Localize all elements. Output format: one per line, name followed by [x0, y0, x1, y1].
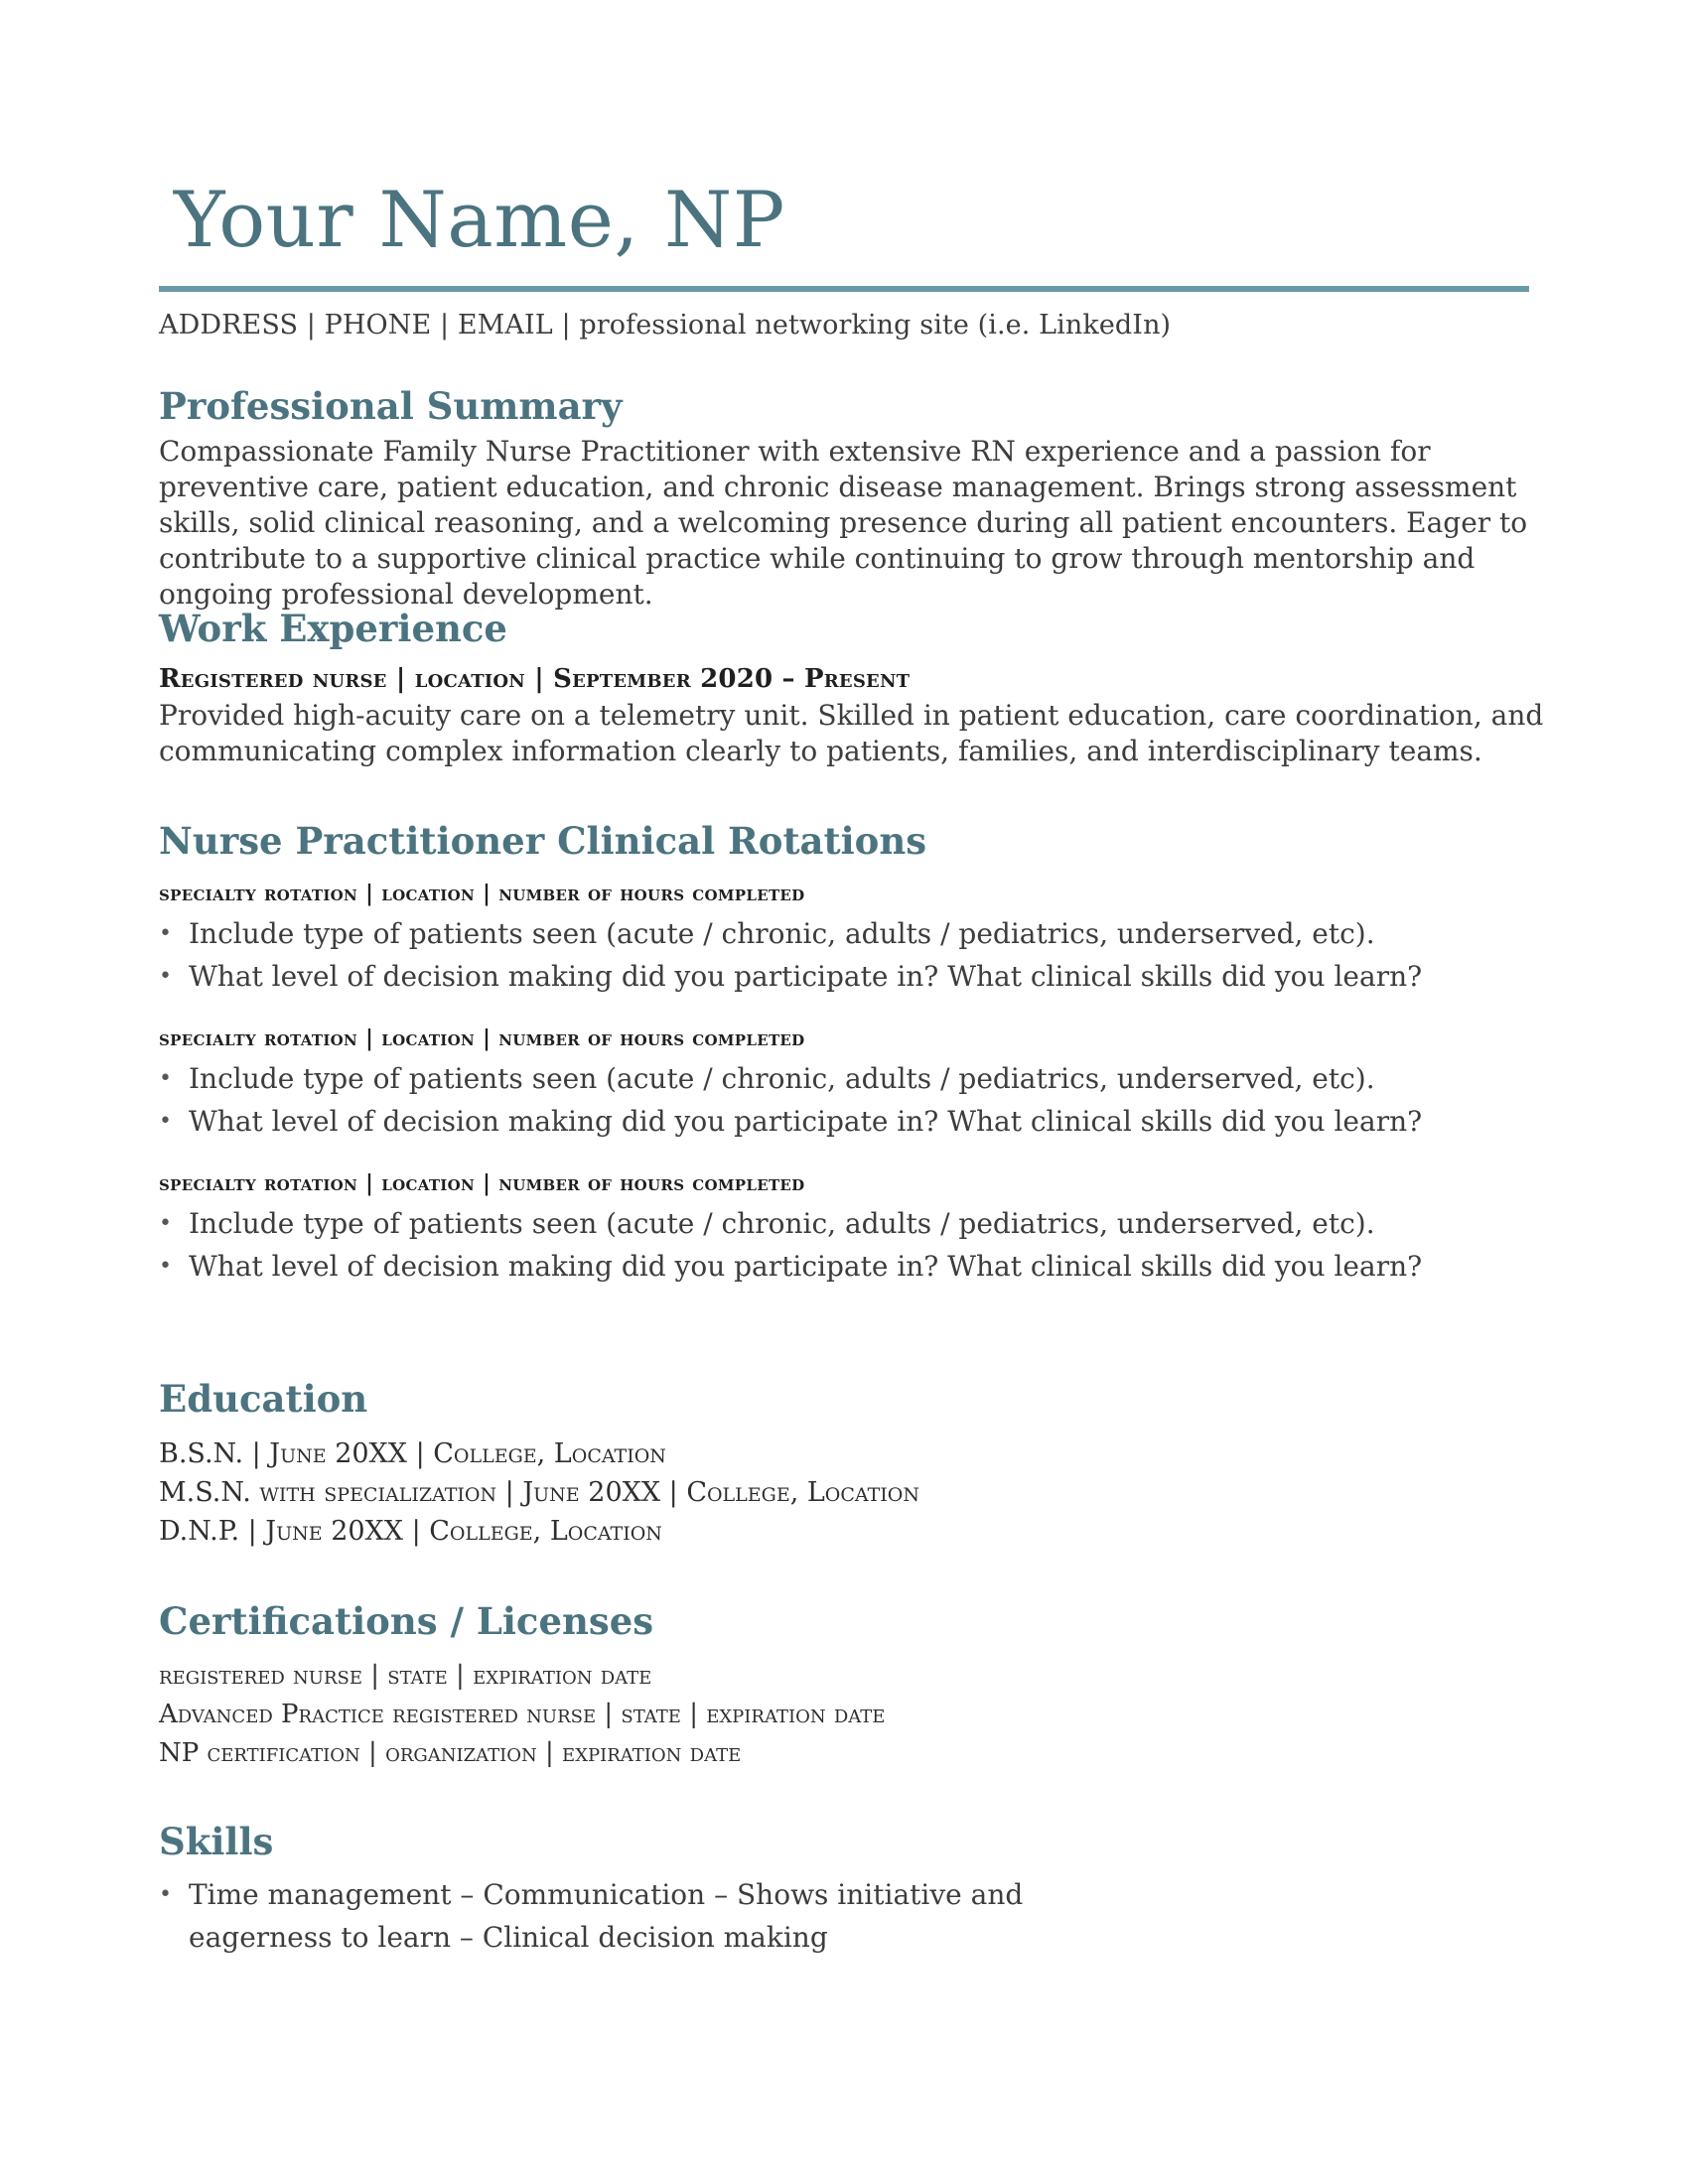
- rotation-entry: [159, 1170, 1549, 1288]
- rotations-section: [159, 820, 1549, 1315]
- list-item: • What level of decision making did you participate in? What clinical skills did you learn?: [159, 1100, 1549, 1143]
- skills-section: [159, 1821, 1549, 1959]
- list-item: • What level of decision making did you participate in? What clinical skills did you learn?: [159, 1245, 1549, 1288]
- list-item: • Include type of patients seen (acute / chronic, adults / pediatrics, underserved, etc).: [159, 912, 1549, 955]
- rotation-entry: [159, 881, 1549, 998]
- contact-line: ADDRESS | PHONE | EMAIL | professional networking site (i.e. LinkedIn): [159, 310, 1172, 341]
- bullet-icon: •: [159, 963, 172, 989]
- rotation-heading: specialty rotation | location | number of hours completed: [159, 1169, 805, 1196]
- skills-title: Skills: [159, 1820, 274, 1863]
- education-section: [159, 1378, 1549, 1551]
- summary-title: Professional Summary: [159, 384, 623, 428]
- bullet-icon: •: [159, 1253, 172, 1279]
- education-line: D.N.P. | June 20XX | College, Location: [159, 1515, 662, 1547]
- certification-line: Advanced Practice registered nurse | state | expiration date: [159, 1699, 886, 1729]
- rotation-heading: specialty rotation | location | number of hours completed: [159, 880, 805, 906]
- list-item: • Include type of patients seen (acute / chronic, adults / pediatrics, underserved, etc).: [159, 1057, 1549, 1100]
- list-item: • Include type of patients seen (acute / chronic, adults / pediatrics, underserved, etc).: [159, 1202, 1549, 1245]
- bullet-icon: •: [159, 1065, 172, 1091]
- job-description: Provided high-acuity care on a telemetry unit. Skilled in patient education, care coordination, and communicating complex information clearly to patients, families, and interdisciplinary teams.: [159, 698, 1544, 767]
- summary-text: Compassionate Family Nurse Practitioner with extensive RN experience and a passion for preventive care, patient education, and chronic disease management. Brings strong assessment skills, solid clinical reasoning, and a welcoming presence during all patient encounters. Eager to contribute to a supportive clinical practice while continuing to grow through mentorship and ongoing professional development.: [159, 434, 1528, 611]
- skills-line-2: eagerness to learn – Clinical decision making: [189, 1920, 828, 1954]
- education-line: M.S.N. with specialization | June 20XX | College, Location: [159, 1476, 919, 1508]
- rotation-entry: [159, 1025, 1549, 1143]
- list-item: • What level of decision making did you participate in? What clinical skills did you learn?: [159, 955, 1549, 998]
- work-section: [159, 608, 1549, 769]
- work-title: Work Experience: [159, 607, 507, 650]
- certification-line: NP certification | organization | expiration date: [159, 1737, 742, 1768]
- header-divider: [159, 286, 1529, 292]
- rotation-heading: specialty rotation | location | number of hours completed: [159, 1024, 805, 1051]
- bullet-icon: •: [159, 1108, 172, 1134]
- skills-line-1: Time management – Communication – Shows initiative and: [189, 1877, 1024, 1911]
- list-item: [159, 1873, 1549, 1959]
- job-heading: Registered nurse | location | September 2020 – Present: [159, 663, 911, 694]
- certifications-title: Certifications / Licenses: [159, 1599, 654, 1643]
- bullet-icon: •: [159, 920, 172, 946]
- rotations-title: Nurse Practitioner Clinical Rotations: [159, 819, 927, 863]
- summary-section: [159, 385, 1549, 613]
- certifications-section: [159, 1600, 1549, 1773]
- certification-line: registered nurse | state | expiration date: [159, 1660, 652, 1691]
- resume-name: Your Name, NP: [174, 176, 785, 265]
- education-line: B.S.N. | June 20XX | College, Location: [159, 1437, 666, 1469]
- bullet-icon: •: [159, 1210, 172, 1236]
- bullet-icon: •: [159, 1881, 172, 1907]
- education-title: Education: [159, 1377, 368, 1421]
